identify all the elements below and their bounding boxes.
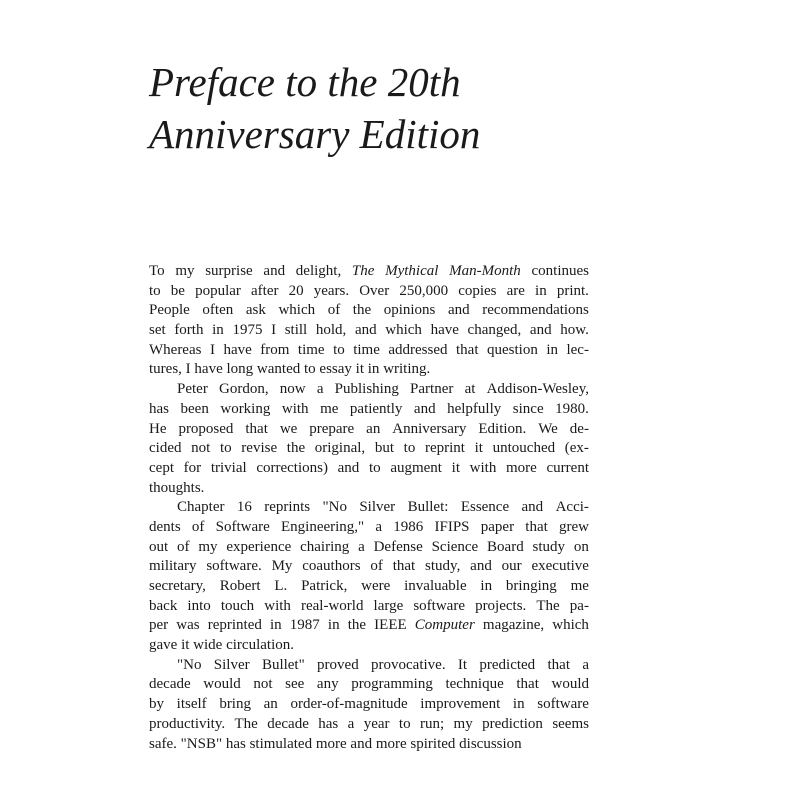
word: to [333, 341, 345, 358]
word: provocative. [371, 656, 446, 673]
word: tures, [149, 361, 182, 378]
word: technique [445, 676, 504, 693]
word: reprinted [207, 617, 262, 634]
word: in [480, 578, 493, 594]
word: order-of-magnitude [290, 696, 408, 713]
word: decade [267, 715, 309, 732]
word: Software [215, 518, 270, 535]
word: Acci- [555, 499, 589, 516]
word: Engineering," [280, 518, 365, 535]
word: with [469, 459, 497, 476]
word: safe. [149, 735, 177, 752]
word: it [181, 637, 190, 654]
chapter-title-line-2: Anniversary Edition [149, 111, 481, 157]
word: on [573, 538, 589, 555]
word: 1980. [555, 400, 589, 417]
word: and [354, 322, 377, 339]
word: "NSB" [180, 735, 223, 752]
word: proposed [178, 420, 234, 437]
word: real-world [300, 597, 364, 614]
word: recommendations [482, 302, 589, 319]
word: software [537, 696, 589, 713]
word: we [279, 420, 298, 437]
word: touch [220, 597, 255, 614]
word: that [516, 676, 539, 693]
word: to [398, 715, 411, 732]
text-line [149, 715, 589, 735]
word: see [285, 676, 305, 693]
word: The [351, 263, 375, 279]
word: wide [193, 637, 223, 654]
word: executive [531, 558, 589, 575]
word: a [347, 715, 355, 732]
word: Bullet" [261, 656, 305, 673]
word: stimulated [249, 735, 313, 752]
word: my [175, 263, 195, 279]
word: from [260, 341, 290, 358]
text-line [149, 262, 589, 282]
word: would [203, 676, 241, 693]
word: original, [314, 440, 366, 457]
word: still [284, 322, 308, 339]
word: an [366, 420, 381, 437]
word: prediction [482, 715, 543, 732]
word: opinions [383, 302, 436, 319]
word: He [149, 420, 167, 437]
word: reprint [424, 440, 465, 457]
word: and [263, 263, 286, 279]
word: not [191, 440, 211, 457]
word: hold, [315, 322, 347, 339]
word: it [451, 459, 460, 476]
word: L. [274, 578, 288, 594]
word: was [176, 617, 200, 634]
word: and [529, 322, 552, 339]
word: in [546, 341, 558, 358]
word: The [536, 597, 560, 614]
word: I [209, 341, 215, 358]
word: helpfully [447, 400, 502, 417]
word: the [347, 617, 367, 634]
word: have [223, 341, 252, 358]
word: changed, [467, 322, 522, 339]
word: forth [174, 322, 204, 339]
word: reprints [264, 499, 311, 516]
paragraph [149, 380, 589, 498]
word: Peter [177, 381, 208, 398]
word: IEEE [374, 617, 407, 634]
word: Man-Month [449, 263, 521, 279]
word: have [194, 361, 223, 378]
word: Bullet: [407, 499, 449, 516]
word: "No [177, 656, 202, 673]
word: any [316, 676, 339, 693]
word: 1986 [393, 518, 424, 535]
word: large [373, 597, 404, 614]
word: more [375, 735, 407, 752]
word: and [413, 400, 436, 417]
word: Mythical [385, 263, 439, 279]
word: per [149, 617, 169, 634]
text-line [149, 636, 589, 656]
word: me [320, 400, 339, 417]
text-line [149, 360, 589, 380]
word: a [375, 518, 383, 535]
word: of [177, 538, 190, 555]
word: how. [560, 322, 589, 339]
word: which [278, 302, 316, 319]
word: that [245, 420, 268, 437]
word: into [187, 597, 211, 614]
word: cept [149, 459, 174, 476]
word: spirited [410, 735, 456, 752]
word: Gordon, [219, 381, 269, 398]
word: set [149, 322, 166, 339]
word: has [318, 715, 339, 732]
word: thoughts. [149, 479, 205, 496]
word: Board [487, 538, 524, 555]
word: it [355, 361, 365, 378]
word: 250,000 [399, 282, 449, 299]
word: Science [431, 538, 479, 555]
word: I [271, 322, 277, 339]
word: to [304, 361, 316, 378]
word: by [149, 696, 164, 713]
word: delight, [295, 263, 342, 279]
word: are [506, 282, 525, 299]
word: programming [351, 676, 433, 693]
word: Partner [410, 381, 454, 398]
word: with [264, 597, 291, 614]
body-text [149, 262, 589, 754]
word: We [538, 420, 558, 437]
word: chairing [300, 538, 350, 555]
text-line [149, 498, 589, 518]
word: untouched [492, 440, 556, 457]
text-line [149, 341, 589, 361]
word: that [392, 558, 416, 575]
word: popular [195, 282, 241, 299]
word: years. [313, 282, 350, 299]
word: of [327, 302, 341, 319]
text-line [149, 321, 589, 341]
word: writing. [383, 361, 431, 378]
word: often [202, 302, 234, 319]
word: of [370, 558, 383, 575]
word: be [170, 282, 185, 299]
word: were [361, 578, 391, 594]
text-line [149, 616, 589, 636]
word: Silver [213, 656, 250, 673]
word: bringing [505, 578, 557, 594]
word: that [456, 341, 479, 358]
word: software [413, 597, 465, 614]
word: current [546, 459, 589, 476]
word: more [506, 459, 537, 476]
word: de- [569, 420, 589, 437]
word: has [149, 400, 169, 417]
word: working [220, 400, 271, 417]
text-line [149, 301, 589, 321]
word: back [149, 597, 178, 614]
word: not [253, 676, 273, 693]
word: patiently [349, 400, 403, 417]
text-line [149, 577, 589, 597]
word: The [234, 715, 258, 732]
text-line [149, 459, 589, 479]
word: My [271, 558, 293, 575]
text-line [149, 695, 589, 715]
word: of [191, 518, 205, 535]
word: to [403, 440, 416, 457]
word: military [149, 558, 197, 575]
word: ask [245, 302, 266, 319]
word: in [367, 361, 380, 378]
word: discussion [459, 735, 522, 752]
word: Essence [460, 499, 510, 516]
word: prepare [309, 420, 355, 437]
word: in [327, 617, 340, 634]
word: after [251, 282, 279, 299]
word: and [448, 302, 470, 319]
word: surprise [205, 263, 253, 279]
word: dents [149, 518, 181, 535]
word: the [352, 302, 372, 319]
word: in [512, 696, 525, 713]
word: cided [149, 440, 182, 457]
word: with [281, 400, 309, 417]
word: more [315, 735, 347, 752]
text-line [149, 479, 589, 499]
word: essay [319, 361, 352, 378]
word: projects. [475, 597, 527, 614]
text-line [149, 557, 589, 577]
word: magazine, [482, 617, 545, 634]
text-line [149, 656, 589, 676]
word: copies [458, 282, 497, 299]
text-line [149, 380, 589, 400]
word: that [547, 656, 570, 673]
word: wanted [256, 361, 301, 378]
word: out [149, 538, 169, 555]
word: I [185, 361, 191, 378]
word: Publishing [334, 381, 399, 398]
word: Patrick, [301, 578, 348, 594]
word: lec- [566, 341, 589, 358]
word: our [501, 558, 522, 575]
word: year [363, 715, 390, 732]
word: print. [556, 282, 589, 299]
word: that [525, 518, 548, 535]
word: and [470, 558, 492, 575]
word: Anniversary [392, 420, 467, 437]
word: seems [552, 715, 589, 732]
word: would [551, 676, 589, 693]
text-line [149, 538, 589, 558]
paragraph [149, 498, 589, 656]
word: decade [149, 676, 191, 693]
word: pa- [569, 597, 589, 614]
word: Over [359, 282, 390, 299]
chapter-title [149, 56, 480, 160]
word: the [286, 440, 306, 457]
word: been [180, 400, 209, 417]
word: continues [531, 263, 589, 279]
text-line [149, 439, 589, 459]
word: for [183, 459, 202, 476]
word: a [582, 656, 589, 673]
word: invaluable [404, 578, 467, 594]
word: Edition. [478, 420, 527, 437]
word: improvement [420, 696, 501, 713]
word: corrections) [256, 459, 328, 476]
word: at [464, 381, 476, 398]
word: and [521, 499, 544, 516]
word: trivial [210, 459, 247, 476]
word: now [279, 381, 306, 398]
word: has [225, 735, 246, 752]
word: have [430, 322, 459, 339]
word: coauthors [302, 558, 361, 575]
text-line [149, 518, 589, 538]
text-line [149, 400, 589, 420]
word: IFIPS [434, 518, 470, 535]
word: predicted [479, 656, 536, 673]
word: bring [219, 696, 251, 713]
word: 1975 [232, 322, 263, 339]
text-line [149, 675, 589, 695]
word: to [368, 459, 381, 476]
text-line [149, 597, 589, 617]
word: People [149, 302, 190, 319]
word: but [374, 440, 394, 457]
word: study [532, 538, 566, 555]
word: 20 [288, 282, 304, 299]
word: circulation. [226, 637, 294, 654]
word: Chapter [177, 499, 225, 516]
word: in [212, 322, 224, 339]
word: Robert [219, 578, 261, 594]
word: which [552, 617, 589, 634]
chapter-title-line-1: Preface to the 20th [149, 59, 461, 105]
word: 1987 [289, 617, 320, 634]
word: since [512, 400, 544, 417]
word: software. [206, 558, 262, 575]
word: Addison-Wesley, [486, 381, 589, 398]
word: (ex- [564, 440, 589, 457]
word: question [487, 341, 538, 358]
text-line [149, 420, 589, 440]
text-line [149, 735, 589, 755]
word: "No [322, 499, 347, 516]
word: paper [480, 518, 515, 535]
word: it [474, 440, 483, 457]
word: to [219, 440, 232, 457]
paragraph [149, 262, 589, 380]
word: Silver [359, 499, 396, 516]
word: a [316, 381, 324, 398]
paragraph [149, 656, 589, 754]
word: augment [390, 459, 442, 476]
word: experience [226, 538, 292, 555]
word: Computer [414, 617, 475, 634]
word: revise [241, 440, 278, 457]
word: It [457, 656, 468, 673]
word: itself [176, 696, 207, 713]
word: which [385, 322, 422, 339]
word: Defense [373, 538, 423, 555]
word: a [358, 538, 365, 555]
word: grew [559, 518, 589, 535]
word: gave [149, 637, 178, 654]
word: long [226, 361, 254, 378]
word: my [198, 538, 218, 555]
word: addressed [388, 341, 448, 358]
word: run; [419, 715, 445, 732]
word: secretary, [149, 578, 206, 594]
word: productivity. [149, 715, 226, 732]
word: study, [425, 558, 461, 575]
word: to [149, 282, 161, 299]
word: and [337, 459, 360, 476]
text-line [149, 282, 589, 302]
word: an [263, 696, 278, 713]
word: me [570, 578, 589, 594]
word: in [270, 617, 282, 634]
word: To [149, 263, 165, 279]
word: time [353, 341, 380, 358]
word: 16 [236, 499, 252, 516]
word: proved [317, 656, 359, 673]
word: Whereas [149, 341, 202, 358]
word: time [297, 341, 325, 358]
word: and [350, 735, 373, 752]
word: my [453, 715, 473, 732]
word: in [535, 282, 547, 299]
